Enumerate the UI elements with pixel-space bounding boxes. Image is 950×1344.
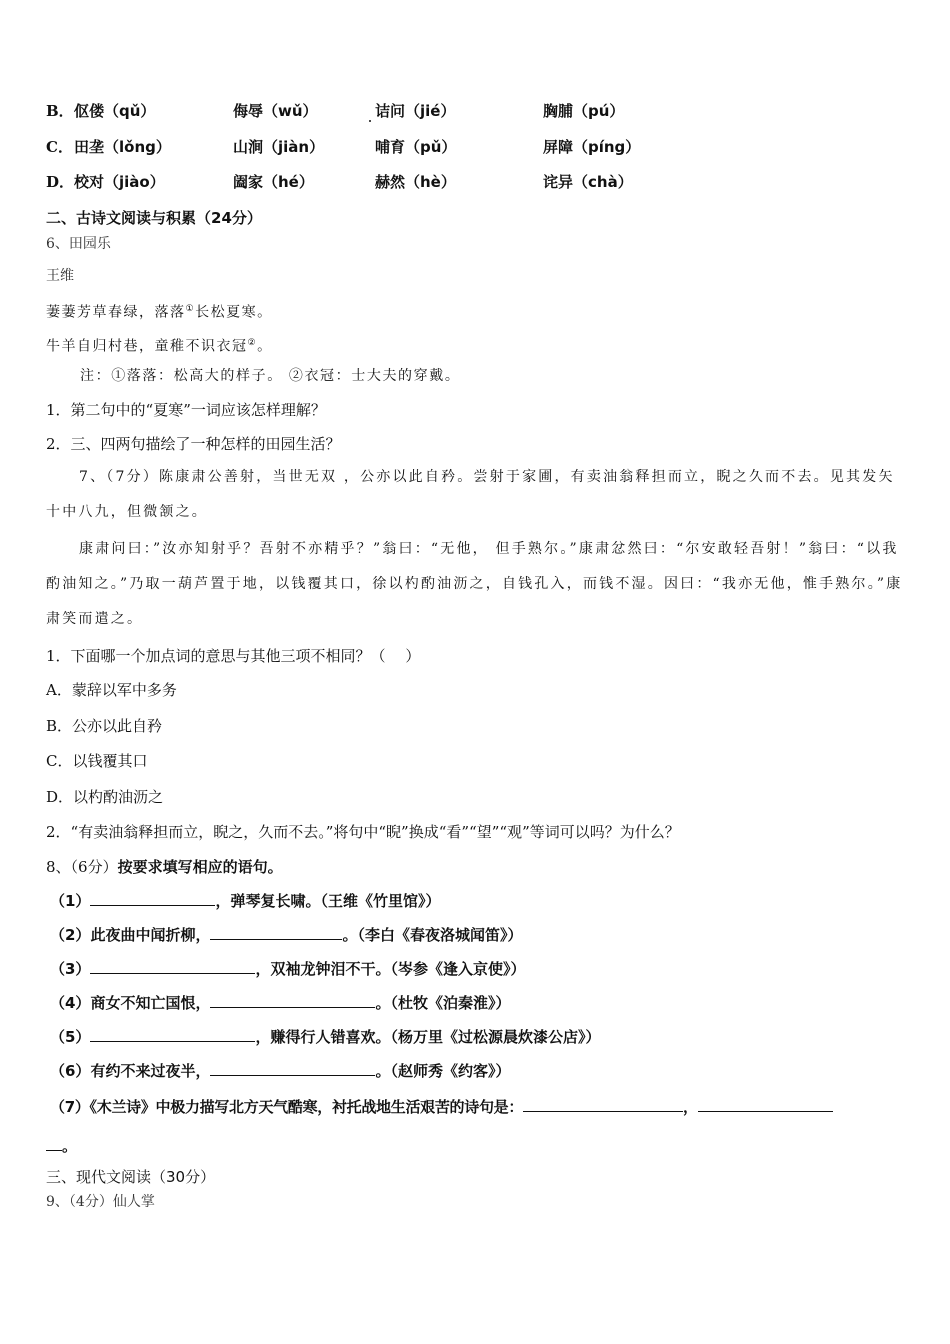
emphasis-dot: [369, 120, 371, 122]
poem-line-1: 萋萋芳草春绿，落落①长松夏寒。: [46, 304, 273, 321]
option-item: 哺育（pǔ）: [375, 138, 457, 156]
answer-blank[interactable]: [210, 993, 375, 1008]
answer-blank[interactable]: [210, 1061, 375, 1076]
fill-item-4: （4）商女不知亡国恨， 。（杜牧《泊秦淮》）: [50, 994, 511, 1012]
fill-item-2: （2）此夜曲中闻折柳， 。（李白《春夜洛城闻笛》）: [50, 926, 523, 944]
answer-blank[interactable]: [210, 925, 342, 940]
section-heading: 二、古诗文阅读与积累（24分）: [46, 209, 262, 227]
section-heading: 三、现代文阅读（30分）: [46, 1168, 216, 1186]
answer-blank[interactable]: [90, 1027, 255, 1042]
option-letter: C．: [46, 138, 73, 156]
option-letter: B．: [46, 102, 74, 120]
option-item: 诧异（chà）: [543, 173, 633, 191]
option-item: 侮辱（wǔ）: [233, 102, 318, 120]
footnote-marker: ②: [247, 338, 258, 348]
option-item: 伛偻（qǔ）: [74, 102, 156, 120]
footnote-marker: ①: [185, 304, 196, 314]
question-text: 2．“有卖油翁释担而立，睨之，久而不去。”将句中“睨”换成“看”“望”“观”等词可以吗？为什么？: [46, 823, 680, 841]
option-item: 胸脯（pú）: [543, 102, 625, 120]
answer-blank[interactable]: [90, 891, 215, 906]
option-item: 校对（jiào）: [74, 173, 165, 191]
option-letter: D．: [46, 173, 75, 191]
question-text: 1．下面哪一个加点词的意思与其他三项不相同？（ ）: [46, 647, 421, 665]
answer-blank[interactable]: [698, 1097, 833, 1112]
question-title: 6、田园乐: [46, 236, 111, 252]
poem-note: 注：①落落：松高大的样子。 ②衣冠：士大夫的穿戴。: [80, 368, 461, 384]
option-item: 屏障（píng）: [543, 138, 641, 156]
fill-item-6: （6）有约不来过夜半， 。（赵师秀《约客》）: [50, 1062, 511, 1080]
option-item: 阖家（hé）: [233, 173, 314, 191]
answer-blank[interactable]: [46, 1136, 62, 1151]
choice-a: A．蒙辞以军中多务: [46, 681, 177, 699]
passage-paragraph: 康肃问曰：”汝亦知射乎？吾射不亦精乎？”翁曰：“无他， 但手熟尔。”康肃忿然曰：“尔安敢轻吾射！”翁曰：“以我酌油知之。”乃取一葫芦置于地，以钱覆其口，徐以杓酌油沥之，自钱孔入，而钱不湿。因曰：“我亦无他，惟手熟尔。”康肃笑而遣之。: [46, 541, 903, 627]
option-item: 山涧（jiàn）: [233, 138, 325, 156]
choice-d: D．以杓酌油沥之: [46, 788, 164, 806]
fill-item-1: （1） ，弹琴复长啸。（王维《竹里馆》）: [50, 892, 441, 910]
fill-item-7-continuation: 。: [46, 1136, 77, 1156]
passage-paragraph: 7、（7分）陈康肃公善射，当世无双 ，公亦以此自矜。尝射于家圃，有卖油翁释担而立，睨之久而不去。见其发矢十中八九，但微颔之。: [46, 469, 895, 520]
option-item: 赫然（hè）: [375, 173, 456, 191]
question-text: 2．三、四两句描绘了一种怎样的田园生活？: [46, 435, 341, 453]
fill-item-5: （5） ，赚得行人错喜欢。（杨万里《过松源晨炊漆公店》）: [50, 1028, 601, 1046]
poem-author: 王维: [46, 268, 74, 284]
option-item: 田垄（lǒng）: [74, 138, 171, 156]
option-item: 诘问（jié）: [375, 102, 456, 120]
question-title: 8、（6分）按要求填写相应的语句。: [46, 858, 283, 876]
fill-item-7: （7）《木兰诗》中极力描写北方天气酷寒，衬托战地生活艰苦的诗句是： ，: [50, 1097, 833, 1117]
choice-c: C．以钱覆其口: [46, 752, 148, 770]
choice-b: B．公亦以此自矜: [46, 717, 163, 735]
answer-blank[interactable]: [523, 1097, 683, 1112]
fill-item-3: （3） ，双袖龙钟泪不干。（岑参《逢入京使》）: [50, 960, 526, 978]
question-text: 1．第二句中的“夏寒”一词应该怎样理解？: [46, 401, 326, 419]
answer-blank[interactable]: [90, 959, 255, 974]
poem-line-2: 牛羊自归村巷，童稚不识衣冠②。: [46, 338, 273, 355]
question-title: 9、（4分）仙人掌: [46, 1194, 155, 1210]
